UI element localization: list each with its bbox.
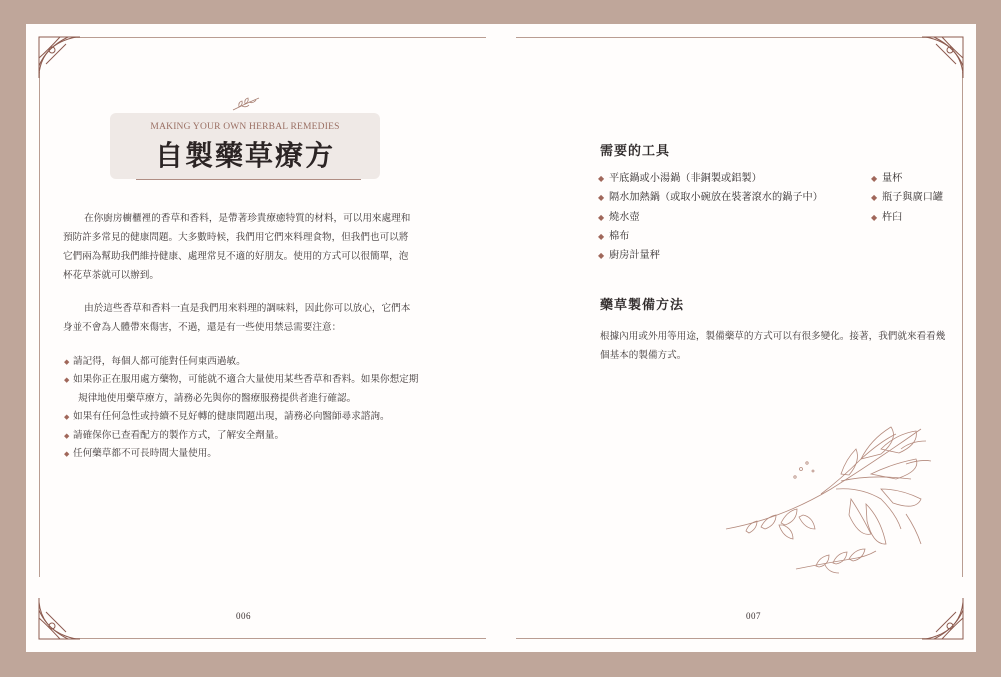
prep-heading: 藥草製備方法: [600, 298, 685, 313]
corner-ornament-icon: [920, 34, 966, 80]
corner-ornament-icon: [36, 596, 82, 642]
list-item: ◆ 廚房計量秤: [598, 246, 863, 265]
text-line: 預防許多常見的健康問題。大多數時候，我們用它們來料理食物，但我們也可以將: [63, 232, 409, 243]
page-number: 006: [236, 611, 251, 621]
herb-bouquet-illustration: [721, 419, 941, 579]
list-item: ◆ 如果你正在服用處方藥物，可能就不適合大量使用某些香草和香料。如果你想定期: [64, 371, 474, 389]
prep-paragraph: [600, 327, 960, 365]
text-line: 它們兩為幫助我們維持健康、處理常見不適的好朋友。使用的方式可以很簡單，泡: [63, 251, 409, 262]
page-number: 007: [746, 611, 761, 621]
book-spread: [26, 24, 976, 652]
title-english: MAKING YOUR OWN HERBAL REMEDIES: [150, 122, 340, 132]
title-box: [110, 113, 380, 179]
text-line: 身並不會為人體帶來傷害，不過，還是有一些使用禁忌需要注意：: [63, 322, 342, 333]
text-line: 杯花草茶就可以辦到。: [63, 270, 159, 281]
list-item: ◆ 隔水加熱鍋（或取小碗放在裝著滾水的鍋子中）: [598, 188, 863, 207]
frame-line: [39, 72, 40, 577]
text-line: 在你廚房櫥櫃裡的香草和香料，是帶著珍貴療癒特質的材料，可以用來處理和: [84, 213, 411, 224]
list-item: ◆ 瓶子與廣口罐: [871, 188, 961, 207]
frame-line: [962, 72, 963, 577]
corner-ornament-icon: [36, 34, 82, 80]
frame-line: [516, 638, 928, 639]
list-item: ◆ 量杯: [871, 169, 961, 188]
right-page: [501, 24, 976, 652]
caution-paragraph: [63, 299, 473, 337]
frame-line: [74, 638, 486, 639]
frame-line: [516, 37, 928, 38]
list-item: ◆ 燒水壺: [598, 208, 863, 227]
list-item-continuation: 規律地使用藥草療方，請務必先與你的醫療服務提供者進行確認。: [78, 392, 357, 404]
list-item: ◆ 如果有任何急性或持續不見好轉的健康問題出現，請務必向醫師尋求諮詢。: [64, 408, 474, 426]
list-item: ◆ 任何藥草都不可長時間大量使用。: [64, 445, 474, 463]
list-item: ◆ 杵臼: [871, 208, 961, 227]
tools-list-left: [598, 169, 863, 265]
list-item: ◆ 平底鍋或小湯鍋（非銅製或鋁製）: [598, 169, 863, 188]
left-page: [26, 24, 501, 652]
intro-paragraph: [63, 209, 473, 285]
corner-ornament-icon: [920, 596, 966, 642]
text-line: 由於這些香草和香料一直是我們用來料理的調味料，因此你可以放心，它們本: [84, 303, 411, 314]
frame-line: [74, 37, 486, 38]
list-item: ◆ 棉布: [598, 227, 863, 246]
sprig-icon: [231, 96, 261, 112]
title-chinese: 自製藥草療方: [154, 139, 335, 172]
list-item: ◆ 請記得，每個人都可能對任何東西過敏。: [64, 353, 474, 371]
title-underline: [136, 179, 361, 180]
caution-list: [64, 353, 474, 463]
list-item: ◆ 請確保你已查看配方的製作方式，了解安全劑量。: [64, 427, 474, 445]
tools-list-right: [871, 169, 961, 227]
tools-heading: 需要的工具: [600, 144, 671, 159]
text-line: 個基本的製備方式。: [600, 350, 687, 361]
text-line: 根據內用或外用等用途，製備藥草的方式可以有很多變化。接著，我們就來看看幾: [600, 331, 946, 342]
